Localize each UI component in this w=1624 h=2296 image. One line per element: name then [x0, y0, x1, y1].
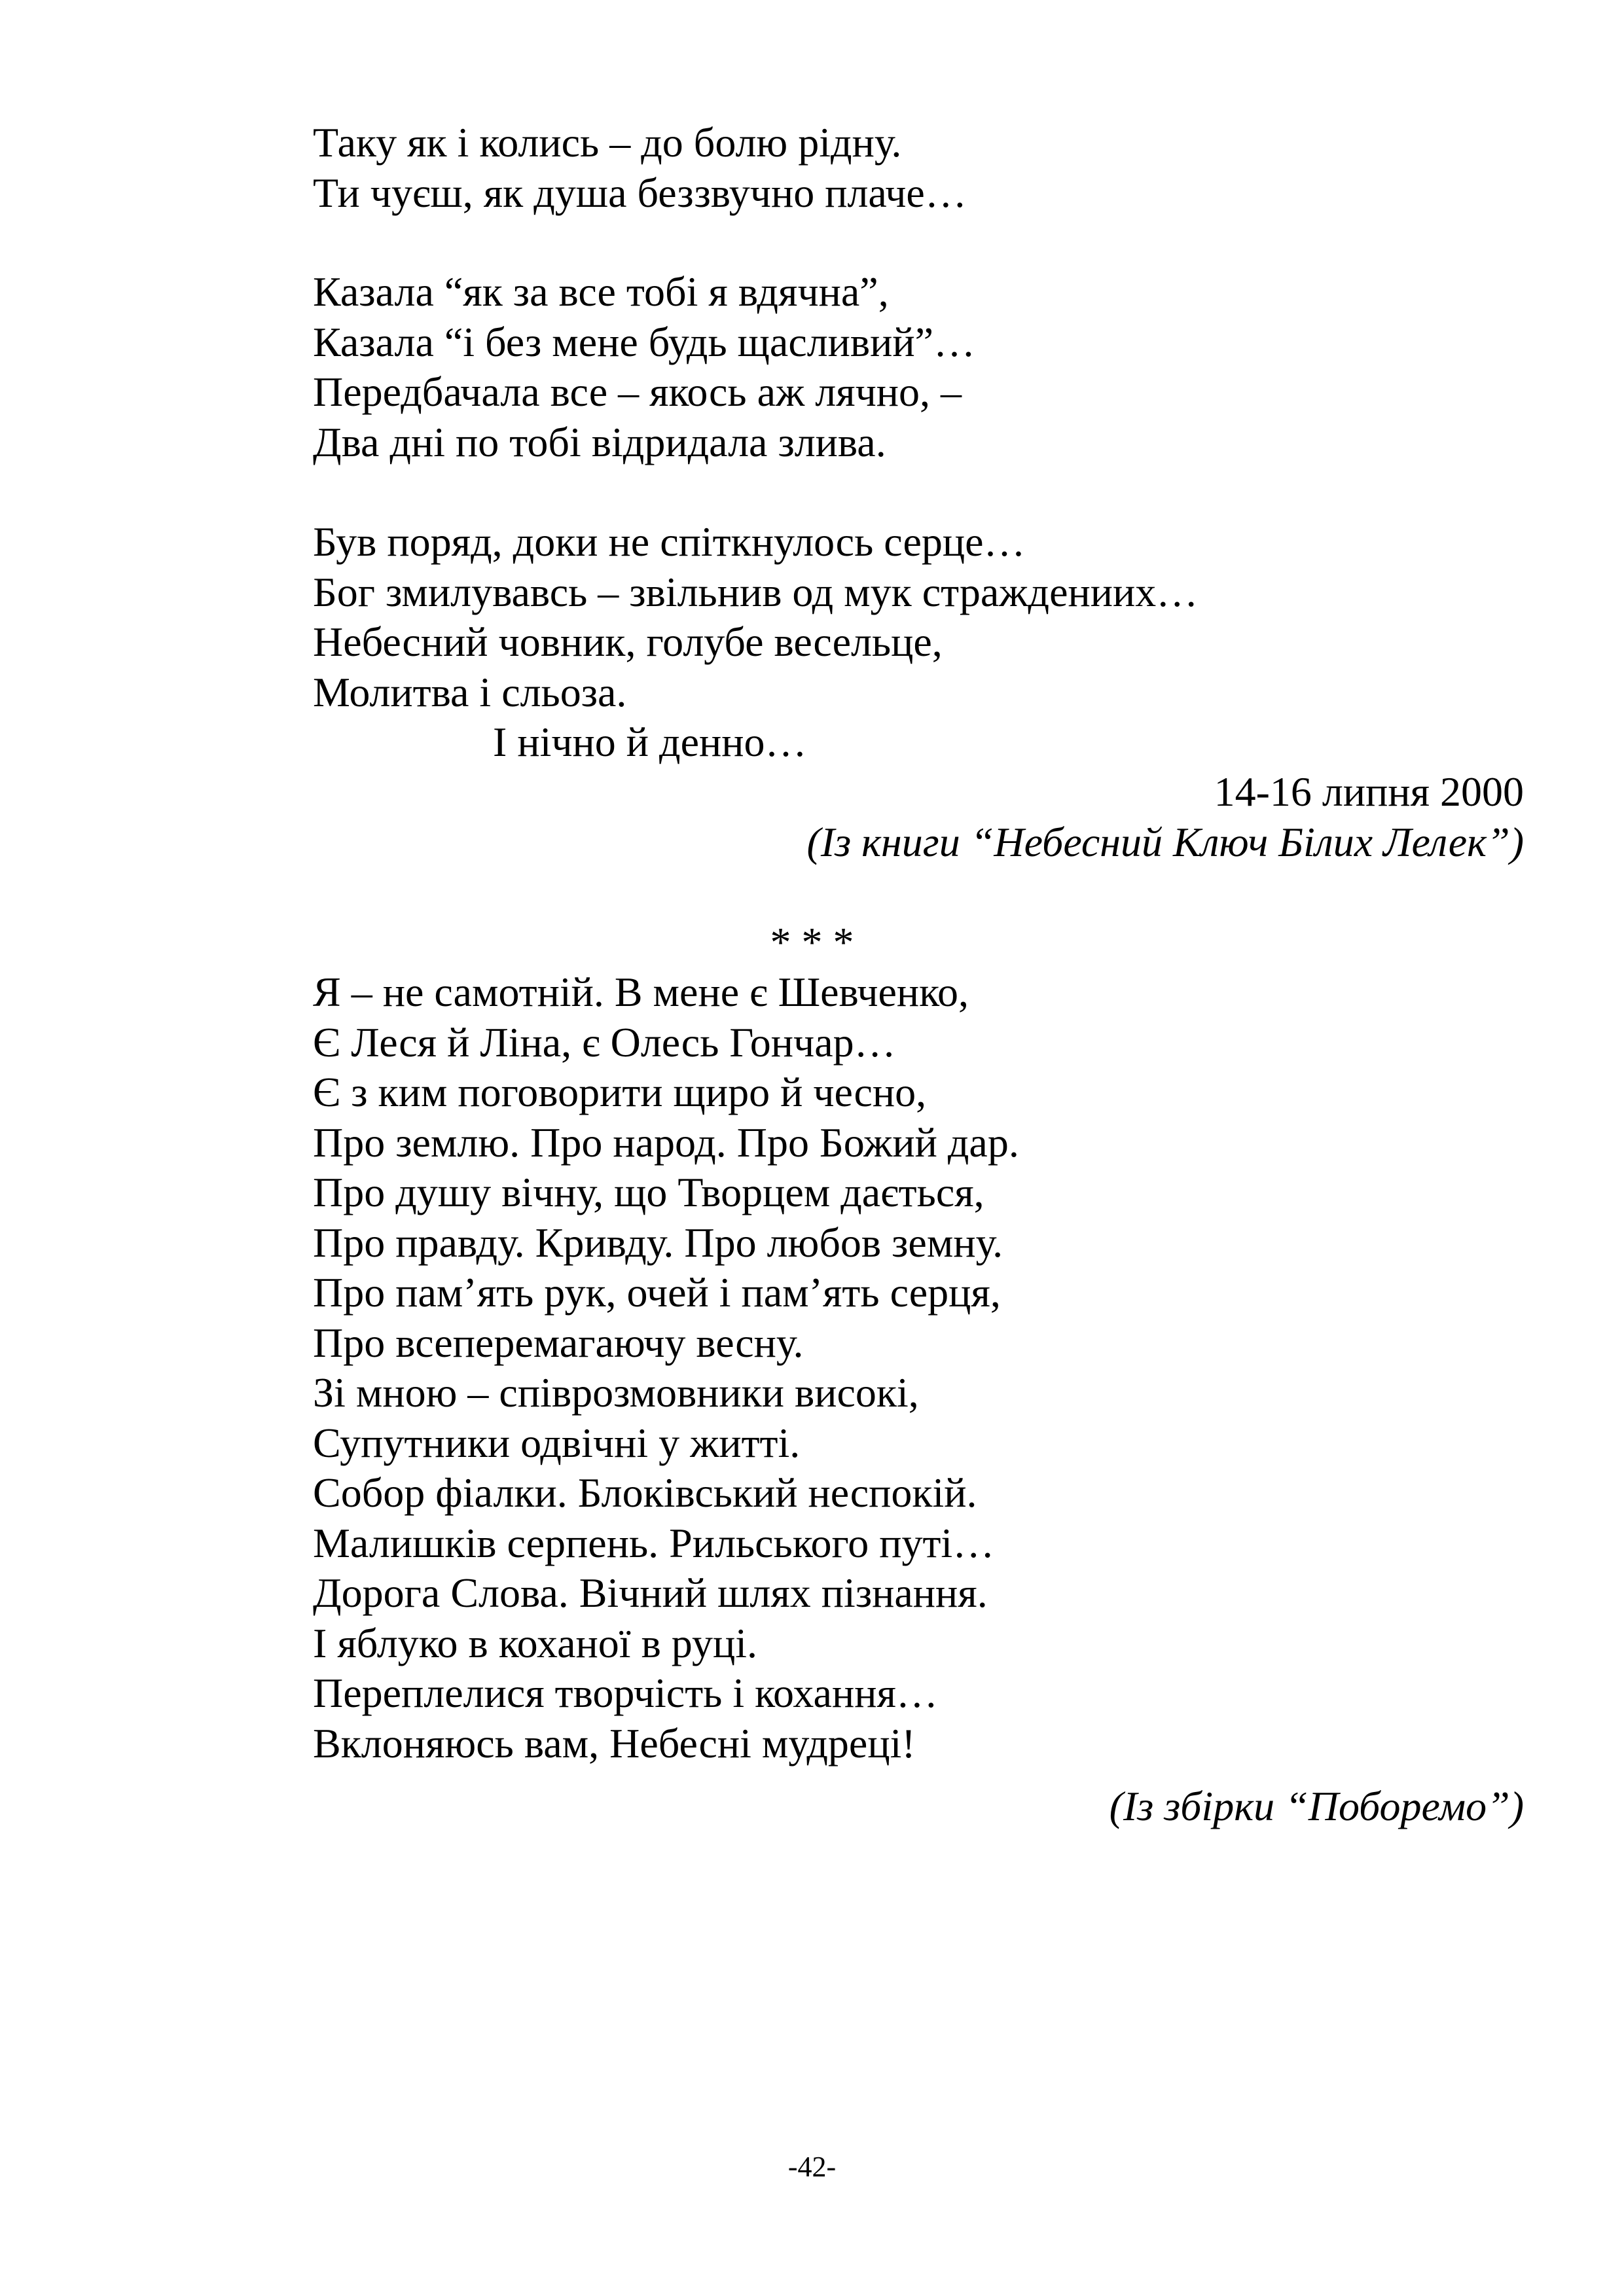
- poem-2: [313, 967, 1524, 1768]
- verse-line: Переплелися творчість і кохання…: [313, 1670, 938, 1716]
- stanza-1: [313, 118, 1524, 218]
- poem-2-footer: [313, 1782, 1528, 1832]
- verse-line: І яблуко в коханої в руці.: [313, 1619, 757, 1666]
- stanza-3: [313, 517, 1524, 768]
- verse-line: Про пам’ять рук, очей і пам’ять серця,: [313, 1269, 1001, 1316]
- verse-line: Про землю. Про народ. Про Божий дар.: [313, 1119, 1019, 1166]
- poem-date: 14-16 липня 2000: [1214, 768, 1524, 815]
- verse-line: Зі мною – співрозмовники високі,: [313, 1369, 919, 1416]
- verse-line: Про всеперемагаючу весну.: [313, 1319, 804, 1366]
- verse-line: Казала “як за все тобі я вдячна”,: [313, 268, 889, 315]
- verse-line: Про правду. Кривду. Про любов земну.: [313, 1219, 1003, 1266]
- verse-line: Я – не самотній. В мене є Шевченко,: [313, 969, 969, 1015]
- verse-line: Ти чуєш, як душа беззвучно плаче…: [313, 169, 967, 216]
- verse-line: Малишків серпень. Рильського путі…: [313, 1519, 995, 1566]
- verse-line: Про душу вічну, що Творцем дається,: [313, 1169, 984, 1215]
- verse-line: Казала “і без мене будь щасливий”…: [313, 318, 976, 365]
- stanza-2: [313, 267, 1524, 467]
- verse-line: Є Леся й Ліна, є Олесь Гончар…: [313, 1018, 896, 1066]
- poem-1-footer: [313, 767, 1528, 867]
- verse-line-indented: І нічно й денно…: [493, 719, 807, 765]
- verse-line: Молитва і сльоза.: [313, 668, 627, 715]
- verse-line: Передбачала все – якось аж лячно, –: [313, 368, 962, 415]
- verse-line: Дорога Слова. Вічний шлях пізнання.: [313, 1570, 988, 1616]
- verse-line: Таку як і колись – до болю рідну.: [313, 119, 902, 166]
- verse-line: Собор фіалки. Блоківський неспокій.: [313, 1469, 977, 1516]
- poem-source: (Із збірки “Поборемо”): [1109, 1783, 1524, 1829]
- verse-line: Бог змилувавсь – звільнив од мук страждениих…: [313, 568, 1199, 615]
- verse-line: Вклоняюсь вам, Небесні мудреці!: [313, 1719, 916, 1767]
- verse-line: Два дні по тобі відридала злива.: [313, 418, 886, 465]
- section-separator: * * *: [770, 919, 854, 965]
- verse-line: Є з ким поговорити щиро й чесно,: [313, 1069, 927, 1115]
- verse-line: Небесний човник, голубе весельце,: [313, 619, 943, 665]
- page-number: -42-: [787, 2151, 837, 2183]
- poem-source: (Із книги “Небесний Ключ Білих Лелек”): [806, 818, 1524, 865]
- verse-line: Супутники одвічні у житті.: [313, 1419, 801, 1466]
- verse-line: Був поряд, доки не спіткнулось серце…: [313, 518, 1026, 565]
